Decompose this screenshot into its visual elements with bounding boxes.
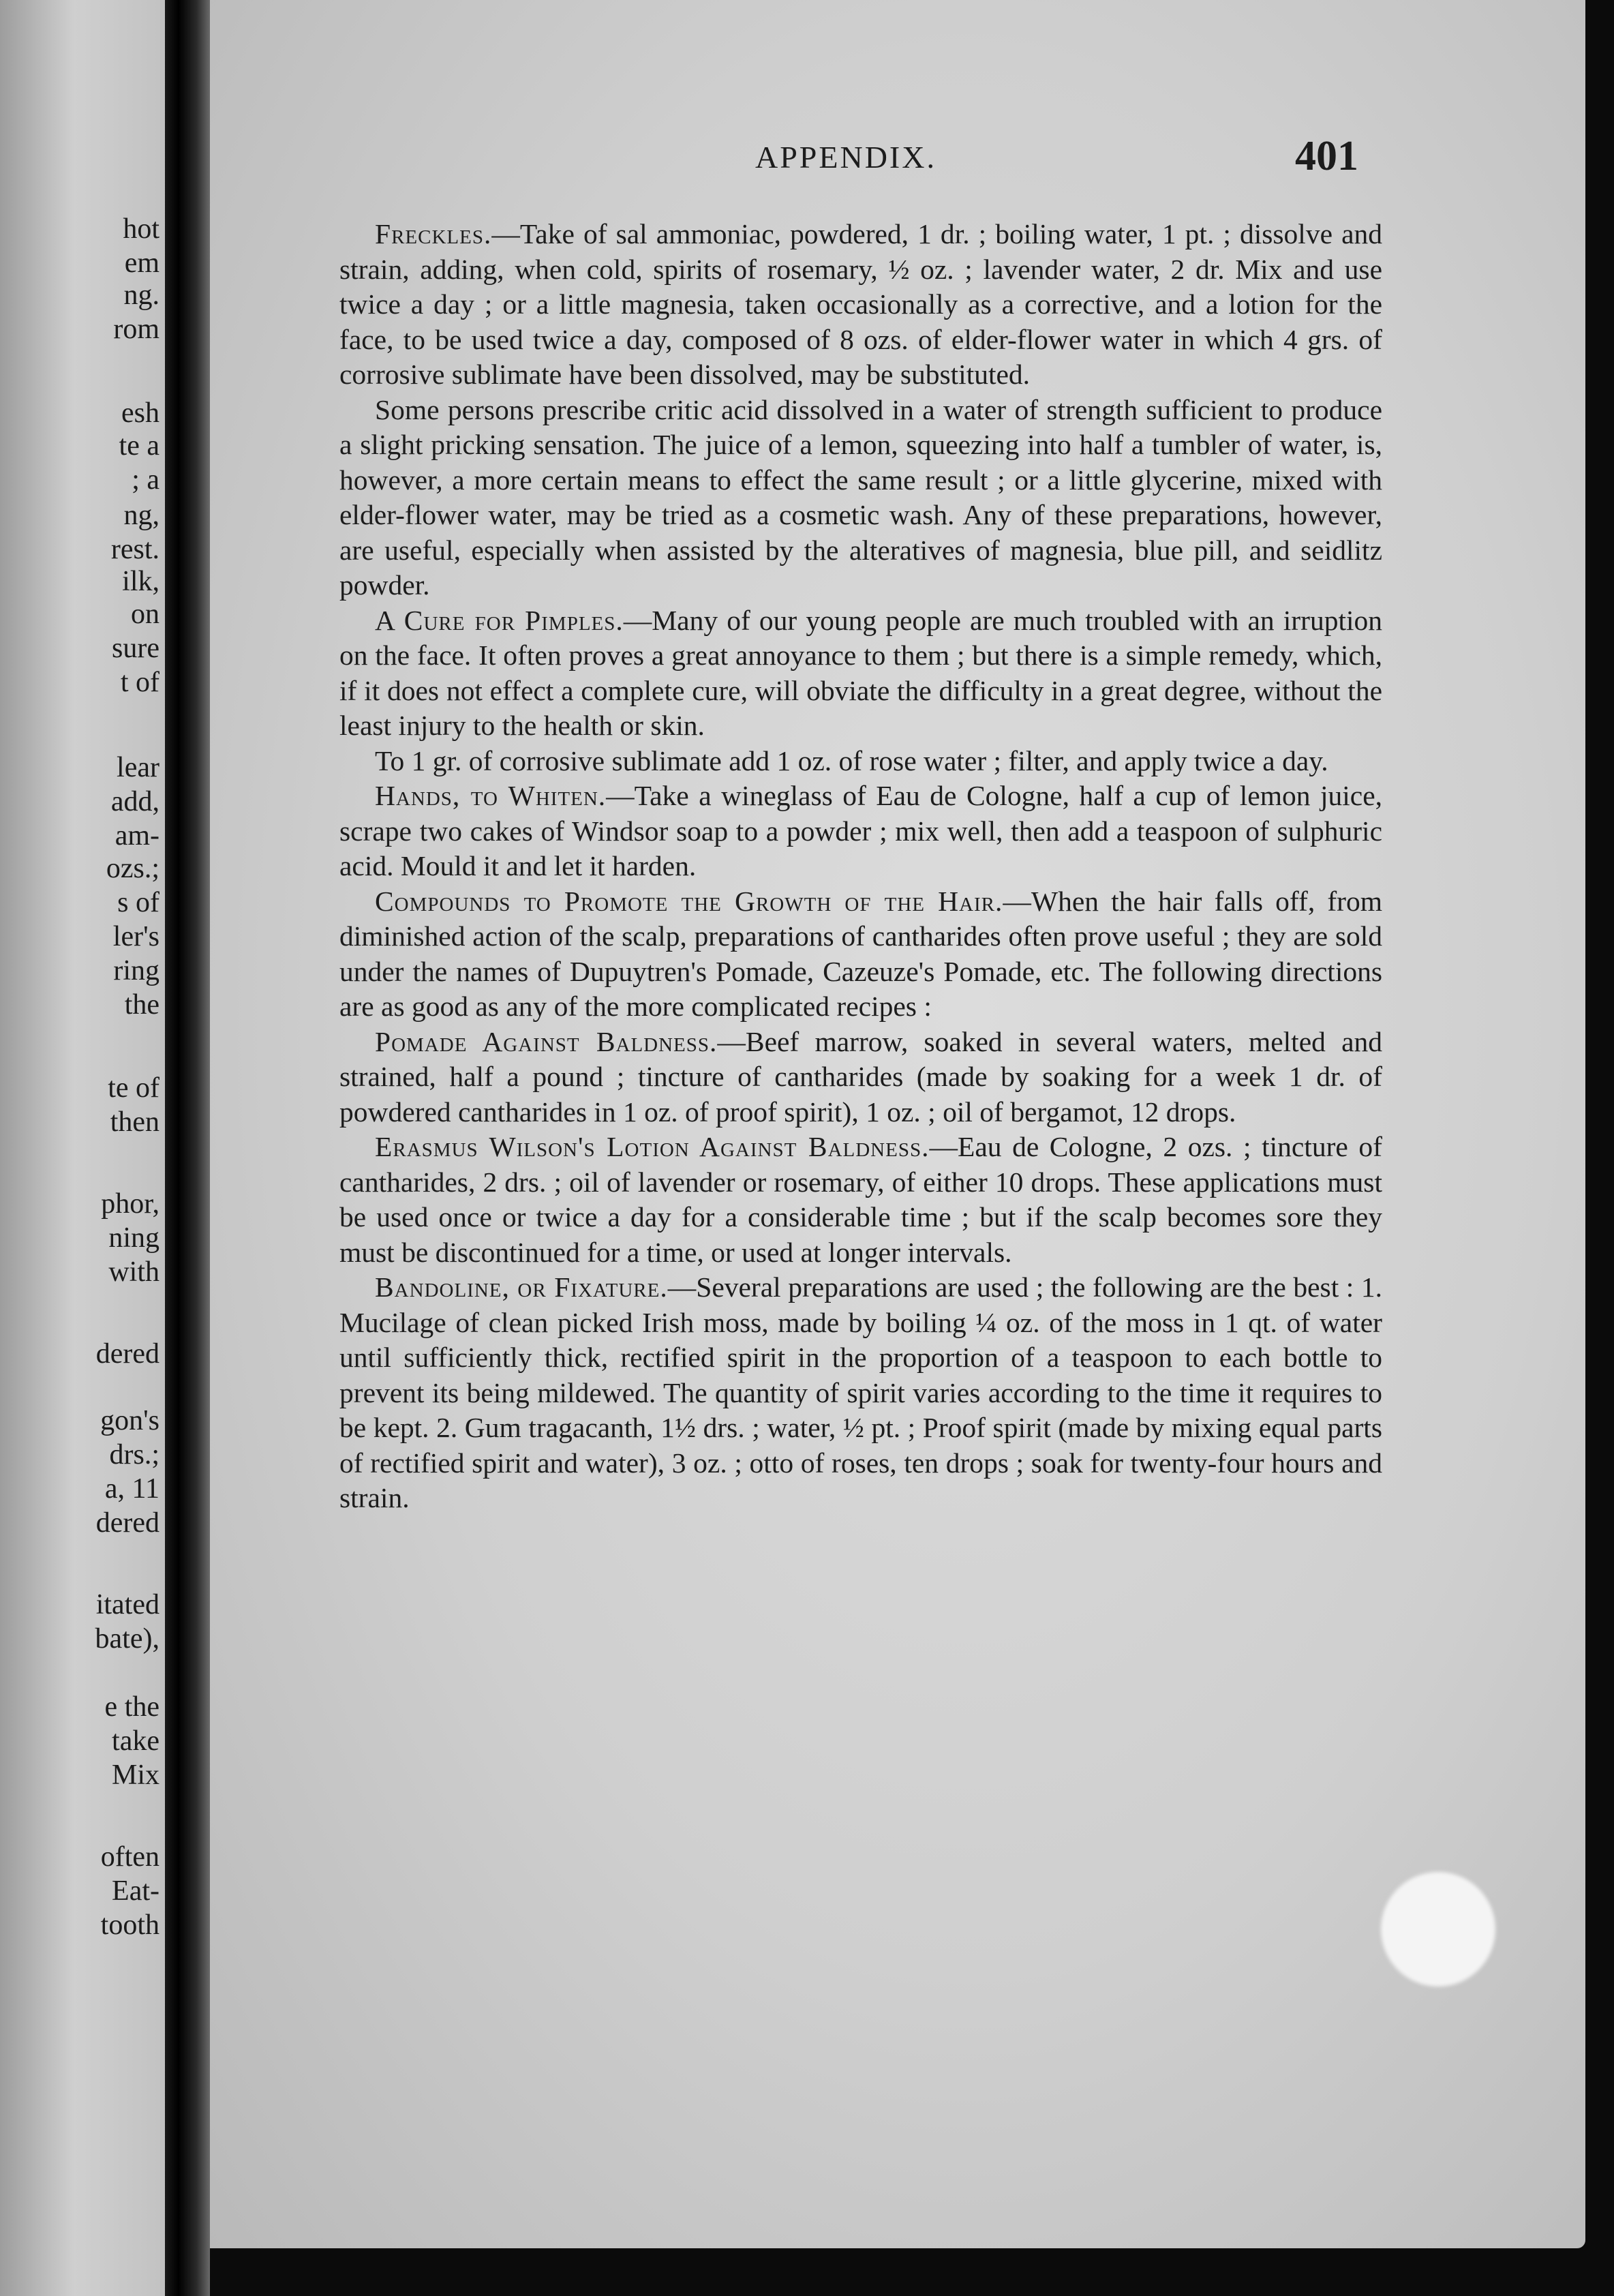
facing-page-text-fragment: Eat- bbox=[112, 1875, 159, 1907]
facing-page-text-fragment: often bbox=[100, 1841, 159, 1873]
section-heading: Compounds to Promote the Growth of the Hair. bbox=[375, 885, 1003, 917]
paper-stain bbox=[1381, 1872, 1495, 1987]
page-header bbox=[210, 130, 1585, 184]
running-head: APPENDIX. bbox=[755, 140, 937, 175]
facing-page-text-fragment: esh bbox=[121, 397, 159, 429]
facing-page-text-fragment: sure bbox=[112, 633, 159, 664]
facing-page-text-fragment: ng. bbox=[123, 280, 159, 311]
section-heading: A Cure for Pimples. bbox=[375, 604, 624, 636]
paragraph-text: Some persons prescribe critic acid dissolved in a water of strength sufficient to produce a slight pricking sensation. The juice of a lemon, squeezing into half a tumbler of water, is, however, a more certain means to effect the same result ; or a little glycerine, mixed with elder-flower water, may be tried as a cosmetic wash. Any of these preparations, however, are useful, especially when assisted by the alteratives of magnesia, blue pill, and seidlitz powder. bbox=[339, 393, 1382, 601]
facing-page-text-fragment: dered bbox=[95, 1507, 159, 1539]
facing-page-text-fragment: e the bbox=[104, 1691, 159, 1723]
facing-page-text-fragment: ring bbox=[113, 955, 159, 986]
facing-page-text-fragment: s of bbox=[117, 887, 159, 918]
facing-page-text-fragment: tooth bbox=[100, 1909, 159, 1941]
facing-page-text-fragment: te a bbox=[119, 430, 159, 462]
section-heading: Erasmus Wilson's Lotion Against Baldness. bbox=[375, 1131, 930, 1162]
book-page bbox=[210, 0, 1585, 2248]
facing-page-text-fragment: hot bbox=[123, 213, 159, 245]
paragraph-text: —Take a wineglass of Eau de Cologne, half a cup of lemon juice, scrape two cakes of Windsor soap to a powder ; mix well, then add a teaspoon of sulphuric acid. Mould it and let it harden. bbox=[339, 780, 1383, 881]
section-heading: Freckles. bbox=[375, 218, 492, 250]
paragraph bbox=[339, 603, 1382, 744]
section-heading: Hands, to Whiten. bbox=[375, 780, 607, 811]
facing-page-fragment bbox=[0, 0, 165, 2296]
facing-page-text-fragment: ilk, bbox=[122, 566, 159, 597]
facing-page-text-fragment: dered bbox=[95, 1338, 159, 1370]
facing-page-text-fragment: lear bbox=[117, 752, 159, 783]
paragraph bbox=[339, 744, 1382, 779]
facing-page-text-fragment: phor, bbox=[101, 1188, 159, 1220]
paragraph-text: —Take of sal ammoniac, powdered, 1 dr. ; boiling water, 1 pt. ; dissolve and strain, adding, when cold, spirits of rosemary, ½ oz. ; lavender water, 2 dr. Mix and use twice a day ; or a little magnesia, taken occasionally as a corrective, and a lotion for the face, to be used twice a day, composed of 8 ozs. of elder-flower water in which 4 grs. of corrosive sublimate have been dissolved, may be substituted. bbox=[339, 218, 1382, 390]
facing-page-text-fragment: itated bbox=[95, 1589, 159, 1620]
page-number: 401 bbox=[1295, 133, 1358, 179]
paragraph bbox=[339, 217, 1382, 393]
paragraph bbox=[339, 884, 1382, 1025]
paragraph-text: —When the hair falls off, from diminished action of the scalp, preparations of cantharides often prove useful ; they are sold under the names of Dupuytren's Pomade, Cazeuze's Pomade, etc. The following directions are as good as any of the more complicated recipes : bbox=[339, 885, 1383, 1022]
facing-page-text-fragment: ; a bbox=[132, 464, 159, 496]
facing-page-text-fragment: rest. bbox=[110, 534, 159, 565]
facing-page-text-fragment: bate), bbox=[95, 1623, 159, 1655]
paragraph-text: —Eau de Cologne, 2 ozs. ; tincture of cantharides, 2 drs. ; oil of lavender or rosemary, of either 10 drops. These applications must be used once or twice a day for a considerable time ; but if the scalp becomes sore they must be discontinued for a time, or used at longer intervals. bbox=[339, 1131, 1382, 1268]
facing-page-text-fragment: ning bbox=[108, 1222, 159, 1254]
facing-page-text-fragment: take bbox=[112, 1725, 159, 1757]
facing-page-text-fragment: rom bbox=[113, 314, 159, 345]
facing-page-text-fragment: Mix bbox=[111, 1759, 159, 1791]
facing-page-text-fragment: a, 11 bbox=[104, 1473, 159, 1505]
book-gutter bbox=[165, 0, 210, 2296]
paragraph-text: —Many of our young people are much troubled with an irruption on the face. It often proves a great annoyance to them ; but there is a simple remedy, which, if it does not effect a complete cure, will obviate the difficulty in a great degree, without the least injury to the health or skin. bbox=[339, 604, 1383, 741]
facing-page-text-fragment: ozs.; bbox=[106, 853, 159, 884]
facing-page-text-fragment: gon's bbox=[100, 1405, 159, 1436]
paragraph bbox=[339, 1130, 1382, 1270]
facing-page-text-fragment: with bbox=[108, 1256, 159, 1288]
facing-page-text-fragment: ng, bbox=[123, 500, 159, 531]
section-heading: Bandoline, or Fixature. bbox=[375, 1271, 668, 1303]
facing-page-text-fragment: ler's bbox=[112, 921, 159, 952]
paragraph bbox=[339, 779, 1382, 884]
facing-page-text-fragment: em bbox=[124, 247, 159, 279]
facing-page-text-fragment: the bbox=[124, 989, 159, 1021]
paragraph bbox=[339, 393, 1382, 603]
facing-page-text-fragment: t of bbox=[120, 667, 159, 698]
facing-page-text-fragment: te of bbox=[108, 1072, 159, 1104]
facing-page-text-fragment: am- bbox=[115, 820, 159, 851]
facing-page-text-fragment: drs.; bbox=[109, 1439, 159, 1470]
page-body bbox=[339, 217, 1382, 1516]
paragraph-text: —Several preparations are used ; the following are the best : 1. Mucilage of clean picked Irish moss, made by boiling ¼ oz. of the moss in 1 qt. of water until sufficiently thick, rectified spirit in the proportion of a teaspoon to each bottle to prevent its being mildewed. The quantity of spirit varies according to the time it requires to be kept. 2. Gum tragacanth, 1½ drs. ; water, ½ pt. ; Proof spirit (made by mixing equal parts of rectified spirit and water), 3 oz. ; otto of roses, ten drops ; soak for twenty-four hours and strain. bbox=[339, 1271, 1382, 1513]
paragraph-text: —Beef marrow, soaked in several waters, melted and strained, half a pound ; tincture of cantharides (made by soaking for a week 1 dr. of powdered cantharides in 1 oz. of proof spirit), 1 oz. ; oil of bergamot, 12 drops. bbox=[339, 1025, 1382, 1128]
paragraph-text: To 1 gr. of corrosive sublimate add 1 oz. of rose water ; filter, and apply twice a day. bbox=[375, 744, 1328, 776]
paragraph bbox=[339, 1025, 1382, 1130]
facing-page-text-fragment: on bbox=[131, 599, 159, 630]
paragraph bbox=[339, 1270, 1382, 1516]
facing-page-text-fragment: then bbox=[110, 1106, 159, 1138]
section-heading: Pomade Against Baldness. bbox=[375, 1025, 718, 1057]
facing-page-text-fragment: add, bbox=[110, 786, 159, 817]
